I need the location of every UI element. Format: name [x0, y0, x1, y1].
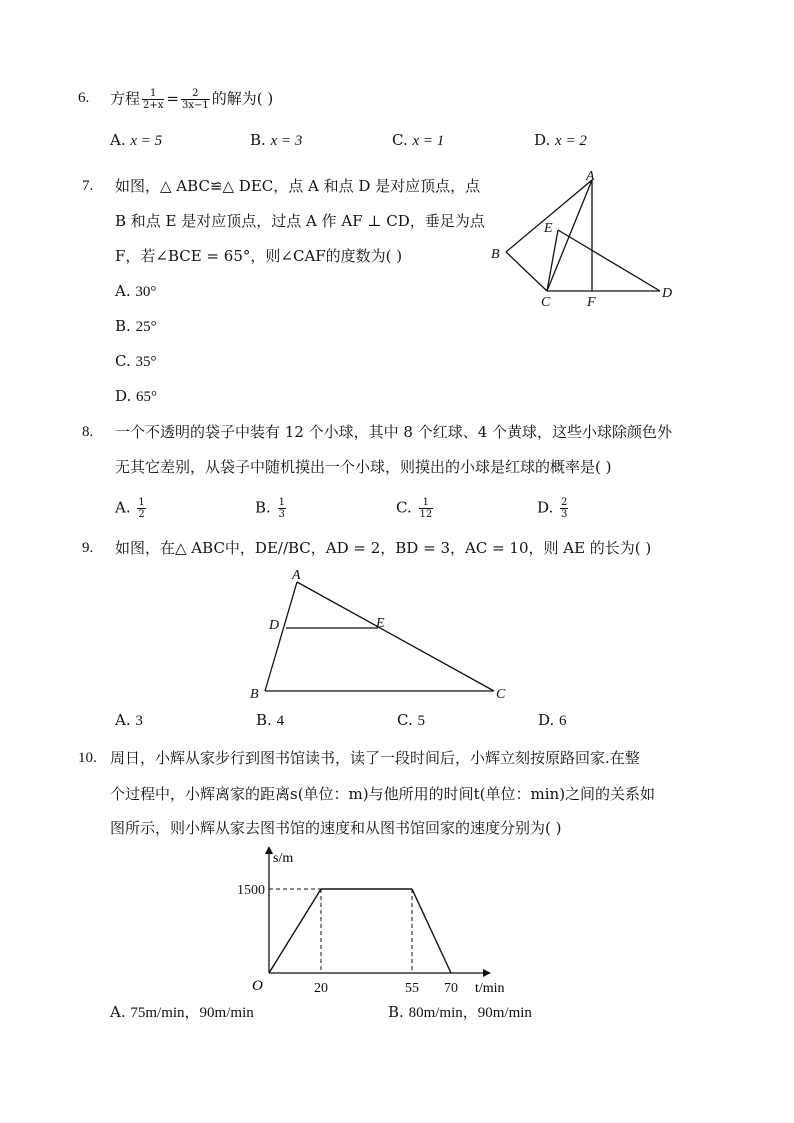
q6-option-d-letter: D. — [534, 131, 551, 149]
q9-triangle-figure — [240, 562, 520, 707]
q8-option-c-denominator: 12 — [419, 509, 433, 520]
q10-option-b[interactable] — [388, 1002, 532, 1023]
q6-frac2-denominator: 3x−1 — [181, 100, 209, 111]
q7-option-a[interactable] — [115, 281, 156, 302]
q9-option-d-letter: D. — [538, 711, 555, 729]
q9-segment-ac — [297, 582, 494, 691]
q6-number: 6. — [78, 90, 90, 106]
q6-option-a[interactable] — [110, 130, 162, 151]
q8-option-d-denominator: 3 — [561, 509, 568, 520]
q6-option-a-text: x = 5 — [130, 133, 163, 149]
q10-option-b-text: 80m/min，90m/min — [408, 1005, 532, 1021]
q8-option-d-numerator: 2 — [561, 497, 568, 508]
q7-option-b-letter: B. — [115, 317, 131, 335]
q10-stem-line-3: 图所示，则小辉从家去图书馆的速度和从图书馆回家的速度分别为( ) — [110, 819, 562, 837]
q9-option-a[interactable] — [115, 710, 143, 731]
q7-label-a: A — [586, 169, 595, 184]
q7-stem-line-1: 如图，△ ABC≌△ DEC，点 A 和点 D 是对应顶点，点 — [115, 177, 481, 195]
q9-option-c-letter: C. — [397, 711, 413, 729]
q10-number: 10. — [78, 750, 97, 766]
q6-fraction-1 — [142, 88, 164, 111]
q10-distance-time-chart — [225, 842, 520, 997]
q9-option-b-text: 4 — [276, 713, 285, 729]
q7-stem-line-3: F，若∠BCE = 65°，则∠CAF的度数为( ) — [115, 247, 403, 265]
q8-option-b-denominator: 3 — [278, 509, 285, 520]
q8-option-b-fraction — [278, 497, 286, 520]
chart-y-axis-label: s/m — [273, 851, 294, 866]
q7-segment-ec — [547, 230, 558, 291]
q9-number: 9. — [82, 540, 94, 556]
q6-fraction-2 — [181, 88, 210, 111]
q6-equals: = — [166, 89, 179, 108]
q9-option-d[interactable] — [538, 710, 567, 731]
q7-stem-line-2: B 和点 E 是对应顶点，过点 A 作 AF ⊥ CD，垂足为点 — [115, 212, 485, 230]
q8-option-c-letter: C. — [396, 498, 412, 517]
q6-frac2-numerator: 2 — [181, 88, 210, 100]
q10-option-a-letter: A. — [110, 1003, 126, 1021]
q6-option-b[interactable] — [250, 130, 302, 151]
q9-option-b[interactable] — [256, 710, 284, 731]
q6-stem-prefix: 方程 — [110, 89, 141, 108]
q8-option-b-numerator: 1 — [278, 497, 285, 508]
q7-label-d: D — [662, 286, 673, 301]
chart-y-tick-label-1500: 1500 — [237, 883, 265, 898]
q9-option-a-letter: A. — [115, 711, 131, 729]
q7-option-d[interactable] — [115, 386, 157, 407]
q8-option-a-denominator: 2 — [138, 509, 145, 520]
q7-option-b[interactable] — [115, 316, 157, 337]
q9-option-c[interactable] — [397, 710, 425, 731]
q7-segment-bc — [506, 252, 547, 291]
q9-stem: 如图，在△ ABC中，DE//BC，AD = 2，BD = 3，AC = 10，则 AE 的长为( ) — [115, 539, 652, 557]
q7-option-a-letter: A. — [115, 282, 131, 300]
q8-option-a-letter: A. — [115, 498, 131, 517]
q7-option-c-letter: C. — [115, 352, 131, 370]
q8-option-c-fraction — [419, 497, 434, 520]
q9-option-b-letter: B. — [256, 711, 272, 729]
q6-stem — [110, 88, 273, 111]
q8-option-a[interactable] — [115, 497, 148, 520]
q6-option-d-text: x = 2 — [555, 133, 587, 149]
q6-option-c-text: x = 1 — [412, 133, 445, 149]
q6-option-b-letter: B. — [250, 131, 266, 149]
q7-segment-ac — [547, 180, 592, 291]
q8-option-d[interactable] — [537, 497, 570, 520]
q7-label-e: E — [544, 221, 553, 236]
q6-stem-suffix: 的解为( ) — [211, 89, 274, 108]
q10-stem-line-1: 周日，小辉从家步行到图书馆读书，读了一段时间后，小辉立刻按原路回家.在整 — [110, 749, 640, 767]
q9-option-a-text: 3 — [135, 713, 143, 729]
q6-option-b-text: x = 3 — [270, 133, 303, 149]
chart-x-tick-label-55: 55 — [405, 981, 419, 996]
chart-x-axis-arrow — [483, 969, 491, 977]
q9-label-b: B — [250, 687, 259, 702]
q7-option-b-text: 25° — [135, 319, 157, 335]
chart-x-tick-label-70: 70 — [444, 981, 458, 996]
chart-x-tick-label-20: 20 — [314, 981, 328, 996]
q7-triangle-figure — [480, 166, 680, 316]
chart-y-axis-arrow — [265, 846, 273, 854]
chart-x-axis-label: t/min — [475, 981, 505, 996]
chart-series-segment-1 — [269, 889, 321, 973]
q10-stem-line-2: 个过程中，小辉离家的距离s(单位：m)与他所用的时间t(单位：min)之间的关系如 — [110, 785, 656, 803]
q9-label-c: C — [496, 687, 506, 702]
q8-option-b[interactable] — [255, 497, 288, 520]
q6-frac1-denominator: 2+x — [143, 100, 164, 111]
q10-option-b-letter: B. — [388, 1003, 404, 1021]
q7-number: 7. — [82, 178, 94, 194]
q6-option-c-letter: C. — [392, 131, 408, 149]
q8-option-a-numerator: 1 — [138, 497, 145, 508]
q8-option-c[interactable] — [396, 497, 435, 520]
q8-option-a-fraction — [137, 497, 145, 520]
q7-option-d-text: 65° — [136, 389, 158, 405]
q9-label-d: D — [269, 618, 280, 633]
q7-label-f: F — [587, 295, 596, 310]
chart-series-segment-3 — [412, 889, 451, 973]
q9-option-c-text: 5 — [417, 713, 425, 729]
q7-option-c-text: 35° — [135, 354, 157, 370]
q6-option-c[interactable] — [392, 130, 444, 151]
q6-frac1-numerator: 1 — [142, 88, 164, 100]
q6-option-d[interactable] — [534, 130, 587, 151]
q7-segment-ed — [558, 230, 660, 291]
q9-label-a: A — [292, 568, 301, 583]
q7-option-a-text: 30° — [135, 284, 157, 300]
q8-option-b-letter: B. — [255, 498, 271, 517]
q7-label-c: C — [541, 295, 551, 310]
q6-option-a-letter: A. — [110, 131, 126, 149]
q7-option-c[interactable] — [115, 351, 157, 372]
q8-stem-line-1: 一个不透明的袋子中装有 12 个小球，其中 8 个红球、4 个黄球，这些小球除颜色外 — [115, 423, 673, 441]
q8-option-d-fraction — [560, 497, 568, 520]
q9-label-e: E — [376, 616, 385, 631]
q8-stem-line-2: 无其它差别，从袋子中随机摸出一个小球，则摸出的小球是红球的概率是( ) — [115, 458, 612, 476]
q7-option-d-letter: D. — [115, 387, 132, 405]
q10-option-a[interactable] — [110, 1002, 254, 1023]
q8-number: 8. — [82, 424, 94, 440]
q8-option-c-numerator: 1 — [419, 497, 434, 509]
q10-option-a-text: 75m/min，90m/min — [130, 1005, 254, 1021]
q8-option-d-letter: D. — [537, 498, 554, 517]
chart-origin-label: O — [252, 978, 263, 994]
q7-segment-ab — [506, 180, 592, 252]
q9-option-d-text: 6 — [559, 713, 567, 729]
q7-label-b: B — [491, 247, 500, 262]
q9-segment-ab — [265, 582, 297, 691]
